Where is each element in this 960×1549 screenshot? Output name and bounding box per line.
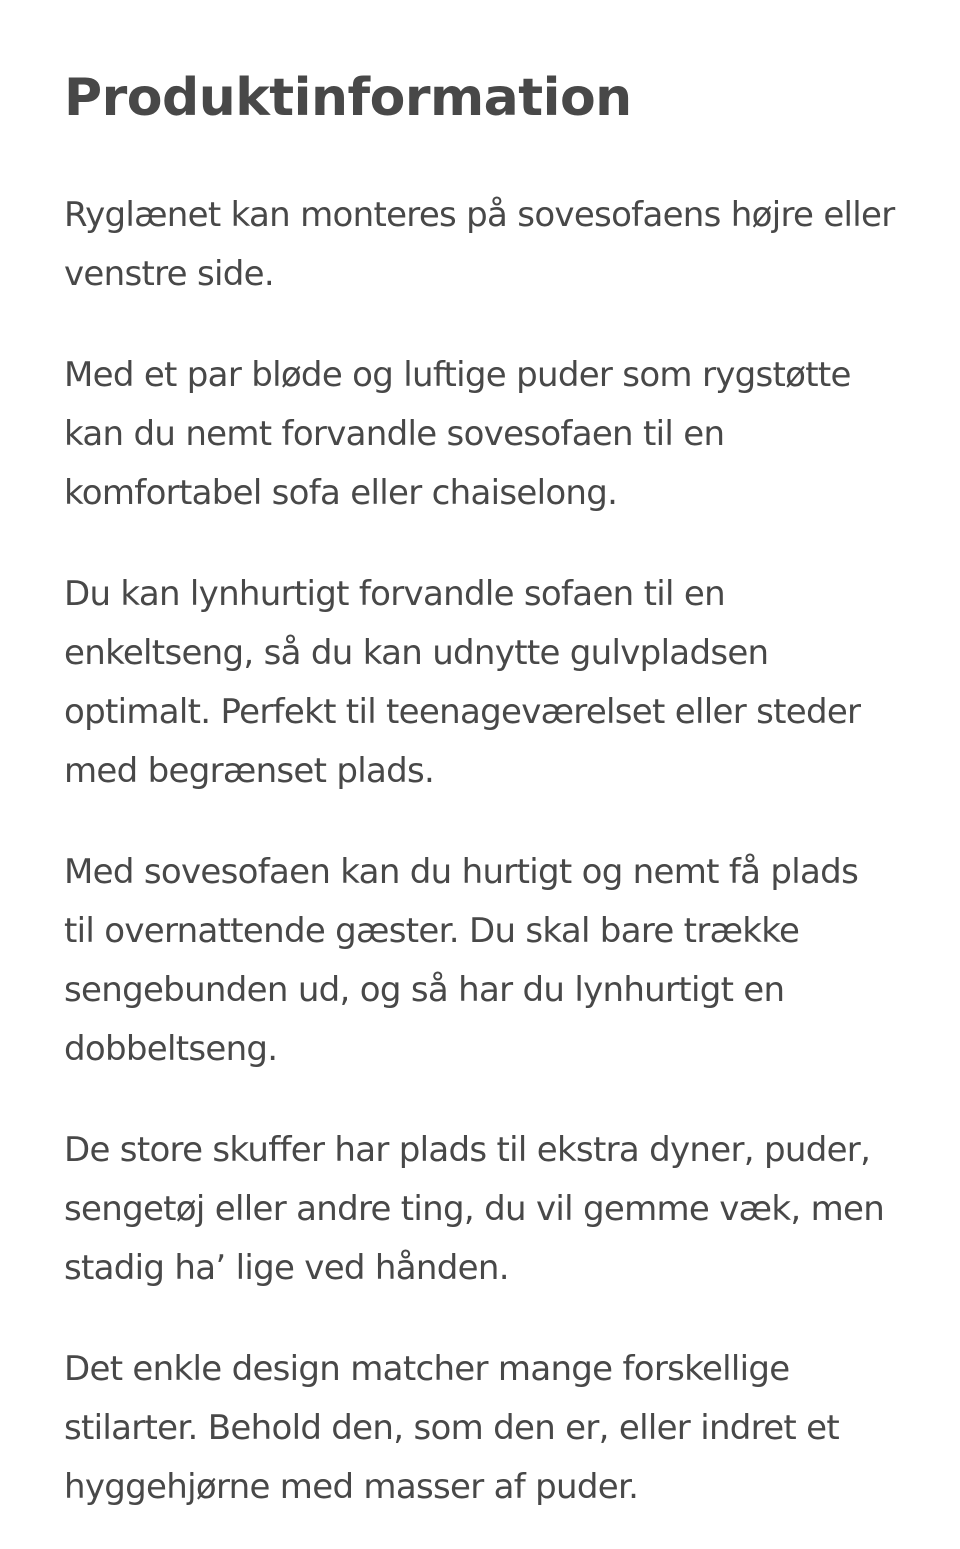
section-title: Produktinformation <box>64 68 632 128</box>
info-paragraph-3: Du kan lynhurtigt forvandle sofaen til en enkeltseng, så du kan udnytte gulvpladsen optimalt. Perfekt til teenageværelset eller steder med begrænset plads. <box>64 574 861 791</box>
info-paragraph-1: Ryglænet kan monteres på sovesofaens højre eller venstre side. <box>64 195 895 294</box>
info-paragraph-6: Det enkle design matcher mange forskellige stilarter. Behold den, som den er, eller indret et hyggehjørne med masser af puder. <box>64 1349 840 1507</box>
info-paragraph-4: Med sovesofaen kan du hurtigt og nemt få plads til overnattende gæster. Du skal bare trække sengebunden ud, og så har du lynhurtigt en dobbeltseng. <box>64 852 859 1069</box>
info-paragraph-2: Med et par bløde og luftige puder som rygstøtte kan du nemt forvandle sovesofaen til en komfortabel sofa eller chaiselong. <box>64 355 851 513</box>
info-paragraph-5: De store skuffer har plads til ekstra dyner, puder, sengetøj eller andre ting, du vil gemme væk, men stadig ha’ lige ved hånden. <box>64 1130 885 1288</box>
